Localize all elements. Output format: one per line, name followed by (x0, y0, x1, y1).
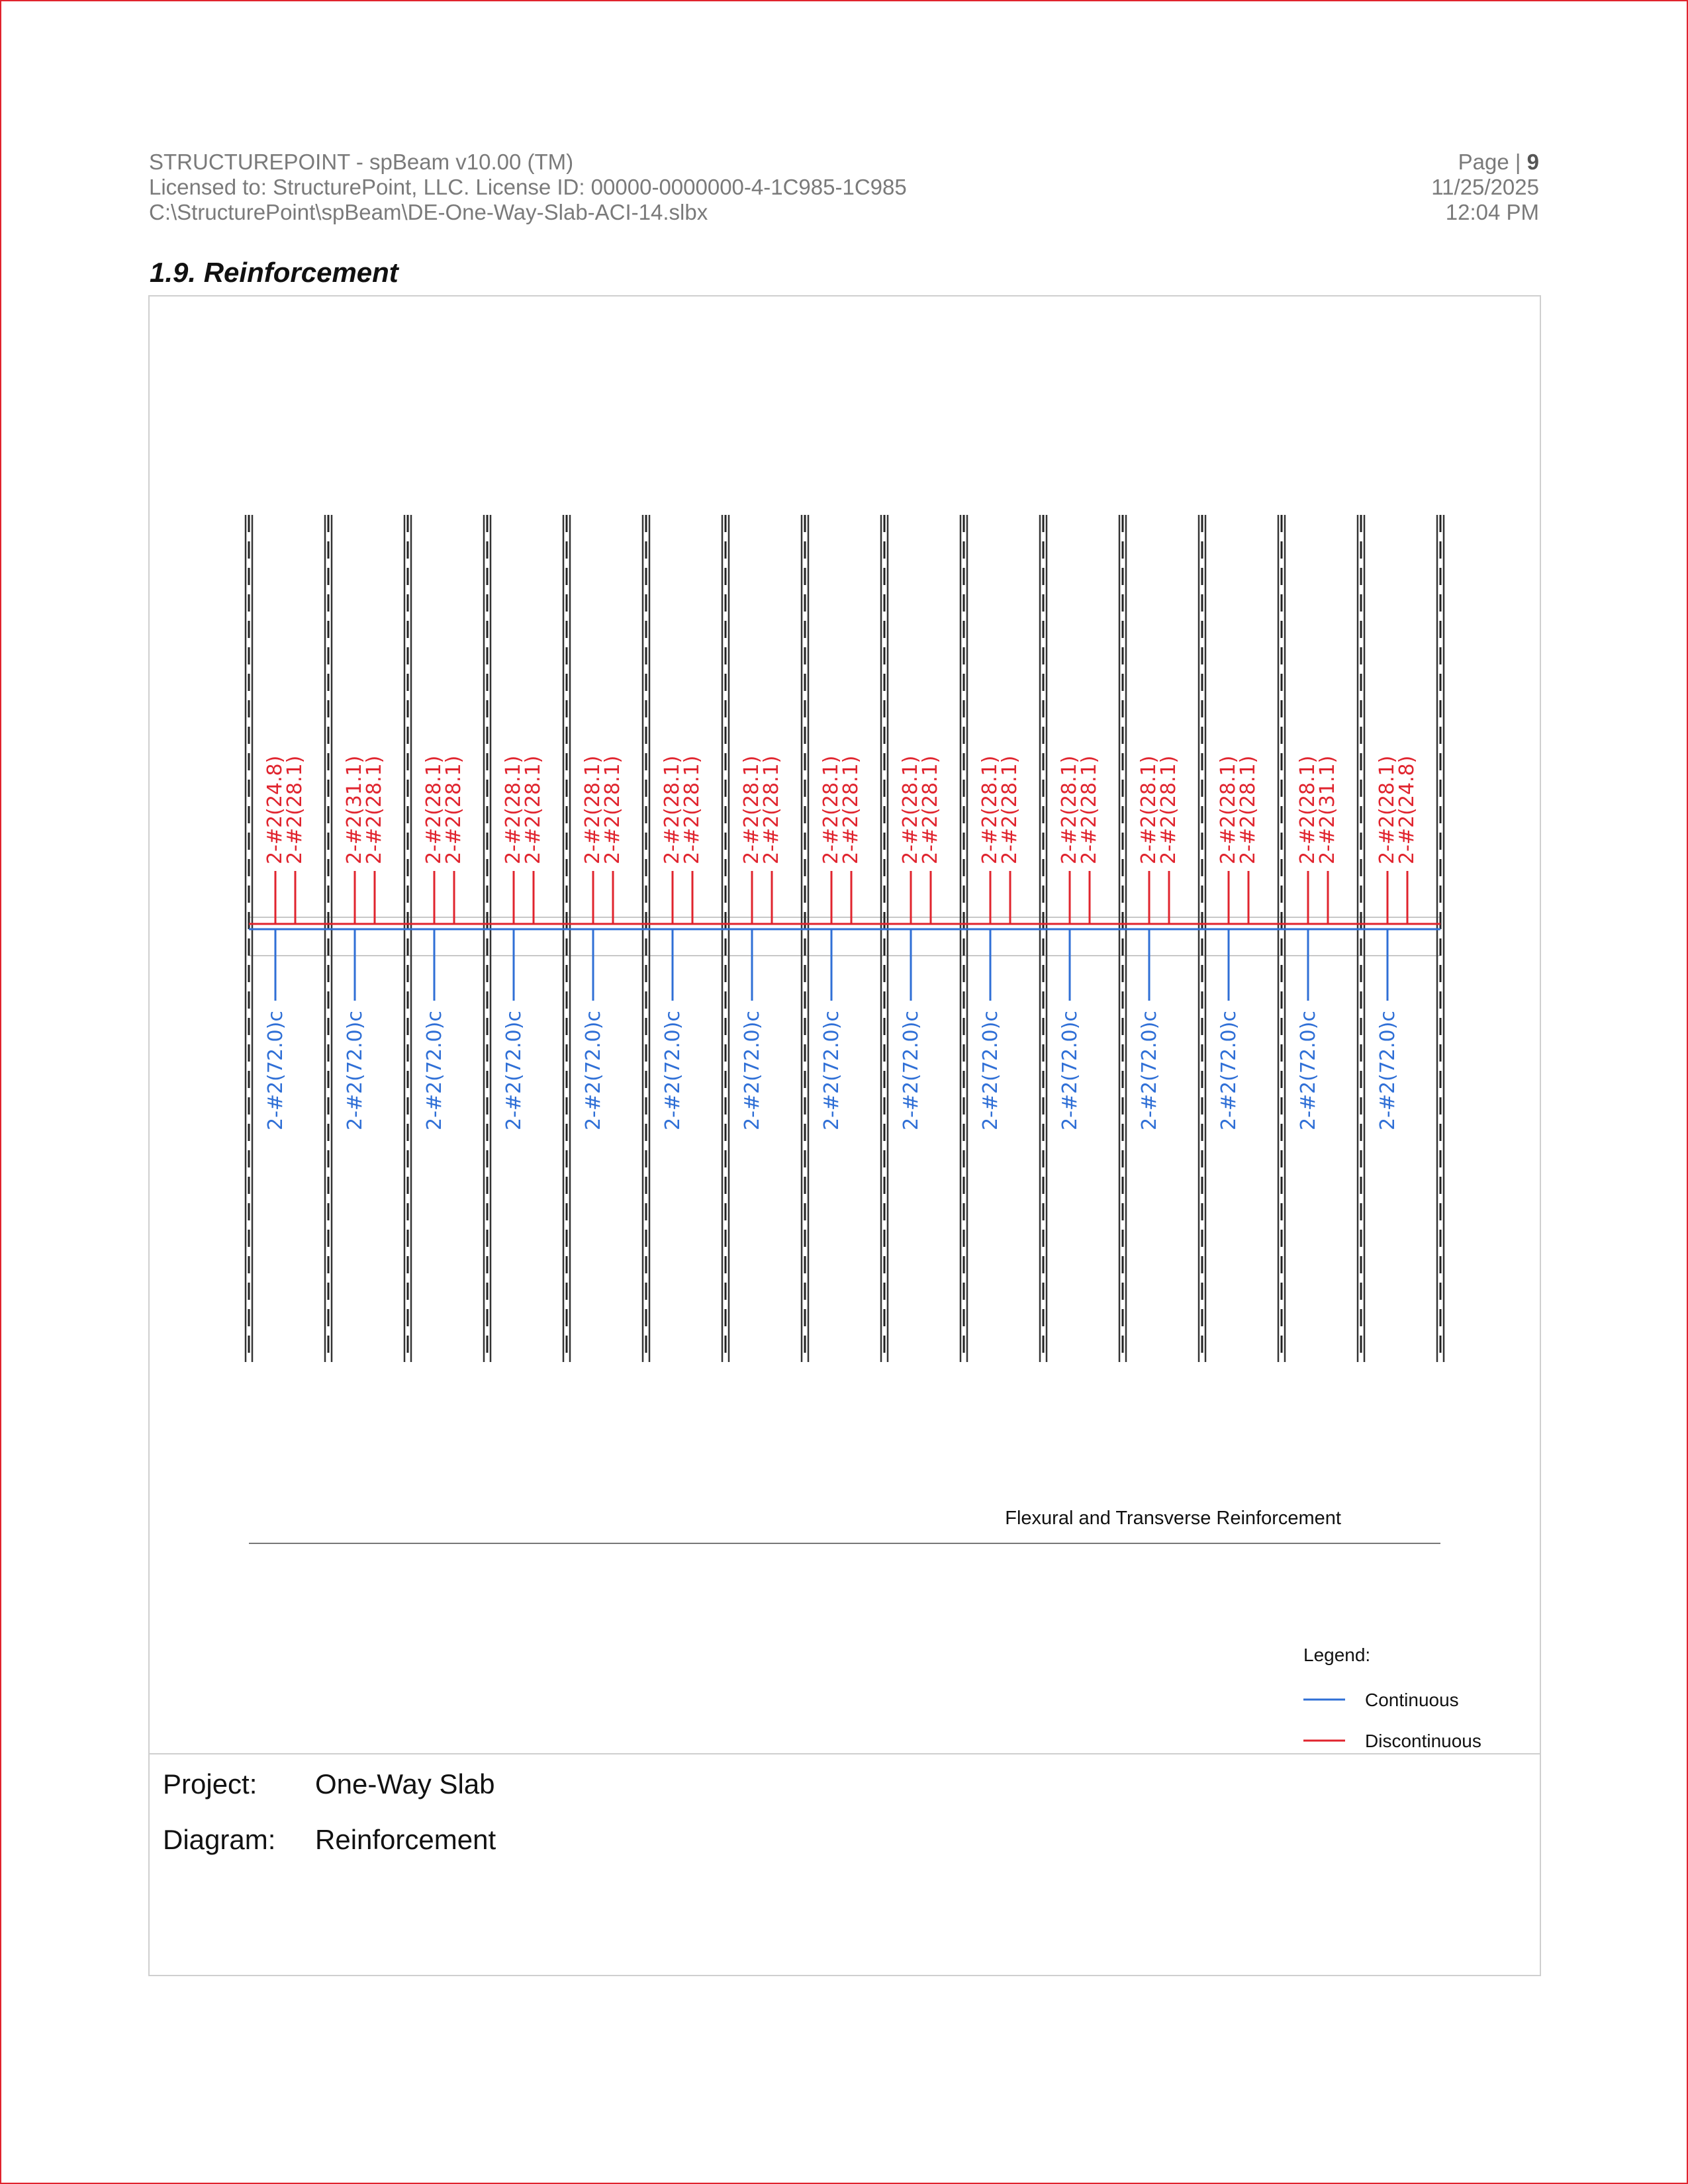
bottom-bar-label: 2-#2(72.0)c (1376, 1011, 1399, 1130)
top-bar-label-left: 2-#2(28.1) (422, 755, 445, 864)
top-bar-label-left: 2-#2(28.1) (1137, 755, 1160, 864)
top-bar-label-right: 2-#2(28.1) (601, 755, 624, 864)
top-bar-label-left: 2-#2(28.1) (661, 755, 684, 864)
support-column (1040, 515, 1047, 1362)
info-separator (148, 1753, 1541, 1754)
top-bar-label-right: 2-#2(28.1) (363, 755, 386, 864)
page-label: Page | (1458, 150, 1527, 174)
support-column (1437, 515, 1444, 1362)
bottom-bar-label: 2-#2(72.0)c (423, 1011, 446, 1130)
top-bar-label-left: 2-#2(31.1) (343, 755, 366, 864)
bottom-bar-label: 2-#2(72.0)c (661, 1011, 684, 1130)
support-column (1119, 515, 1126, 1362)
diagram-frame (148, 295, 1541, 1976)
file-path: C:\StructurePoint\spBeam\DE-One-Way-Slab-ACI-14.slbx (149, 200, 708, 224)
bottom-bar-label: 2-#2(72.0)c (1138, 1011, 1161, 1130)
report-time: 12:04 PM (1445, 200, 1539, 224)
top-bar-label-right: 2-#2(28.1) (919, 755, 942, 864)
legend-label-discontinuous: Discontinuous (1365, 1731, 1481, 1751)
top-bar-label-left: 2-#2(28.1) (502, 755, 525, 864)
top-bar-label-right: 2-#2(28.1) (839, 755, 863, 864)
support-column (722, 515, 729, 1362)
bottom-bar-label: 2-#2(72.0)c (1058, 1011, 1082, 1130)
top-bar-label-left: 2-#2(24.8) (263, 755, 287, 864)
bottom-bar-label: 2-#2(72.0)c (900, 1011, 923, 1130)
bottom-bar-label: 2-#2(72.0)c (979, 1011, 1002, 1130)
report-date: 11/25/2025 (1431, 175, 1539, 199)
top-bar-label-right: 2-#2(28.1) (1078, 755, 1101, 864)
project-label: Project: (163, 1768, 258, 1799)
top-bar-label-left: 2-#2(28.1) (1058, 755, 1081, 864)
reinforcement-diagram (150, 296, 1540, 1975)
header-left (149, 150, 907, 225)
bottom-bar-label: 2-#2(72.0)c (264, 1011, 287, 1130)
page-number: 9 (1526, 150, 1539, 174)
bottom-bar-label: 2-#2(72.0)c (502, 1011, 526, 1130)
support-column (484, 515, 491, 1362)
diagram-value: Reinforcement (315, 1824, 496, 1855)
top-bar-label-right: 2-#2(28.1) (998, 755, 1021, 864)
support-column (1358, 515, 1364, 1362)
top-bar-label-left: 2-#2(28.1) (899, 755, 922, 864)
license-info: Licensed to: StructurePoint, LLC. License ID: 00000-0000000-4-1C985-1C985 (149, 175, 907, 199)
support-column (643, 515, 649, 1362)
bottom-bar-label: 2-#2(72.0)c (741, 1011, 764, 1130)
support-column (404, 515, 411, 1362)
diagram-caption: Flexural and Transverse Reinforcement (1005, 1508, 1341, 1529)
top-bar-label-right: 2-#2(28.1) (1157, 755, 1180, 864)
bottom-bar-label: 2-#2(72.0)c (1217, 1011, 1241, 1130)
diagram-label: Diagram: (163, 1824, 276, 1855)
bottom-bar-label: 2-#2(72.0)c (344, 1011, 367, 1130)
top-bar-label-right: 2-#2(28.1) (522, 755, 545, 864)
support-column (802, 515, 808, 1362)
top-bar-label-left: 2-#2(28.1) (1296, 755, 1319, 864)
top-bar-label-right: 2-#2(24.8) (1395, 755, 1419, 864)
support-column (1278, 515, 1285, 1362)
section-title: 1.9. Reinforcement (150, 257, 399, 288)
top-bar-label-right: 2-#2(28.1) (680, 755, 704, 864)
software-name: STRUCTUREPOINT - spBeam v10.00 (TM) (149, 150, 574, 174)
support-column (961, 515, 967, 1362)
top-bar-label-left: 2-#2(28.1) (1217, 755, 1240, 864)
bottom-bar-label: 2-#2(72.0)c (820, 1011, 843, 1130)
legend-label-continuous: Continuous (1365, 1690, 1459, 1710)
page-indicator (1258, 150, 1539, 175)
header-right (1258, 150, 1539, 225)
support-column (881, 515, 888, 1362)
support-column (325, 515, 332, 1362)
legend-title: Legend: (1303, 1645, 1371, 1665)
support-column (563, 515, 570, 1362)
top-bar-label-right: 2-#2(28.1) (283, 755, 306, 864)
support-column (1199, 515, 1205, 1362)
top-bar-label-left: 2-#2(28.1) (820, 755, 843, 864)
bottom-bar-label: 2-#2(72.0)c (582, 1011, 605, 1130)
top-bar-label-right: 2-#2(28.1) (1237, 755, 1260, 864)
top-bar-label-left: 2-#2(28.1) (1376, 755, 1399, 864)
project-value: One-Way Slab (315, 1768, 495, 1799)
top-bar-label-left: 2-#2(28.1) (581, 755, 604, 864)
top-bar-label-left: 2-#2(28.1) (978, 755, 1002, 864)
bottom-bar-label: 2-#2(72.0)c (1297, 1011, 1320, 1130)
support-column (246, 515, 252, 1362)
top-bar-label-left: 2-#2(28.1) (740, 755, 763, 864)
top-bar-label-right: 2-#2(31.1) (1316, 755, 1339, 864)
top-bar-label-right: 2-#2(28.1) (760, 755, 783, 864)
top-bar-label-right: 2-#2(28.1) (442, 755, 465, 864)
